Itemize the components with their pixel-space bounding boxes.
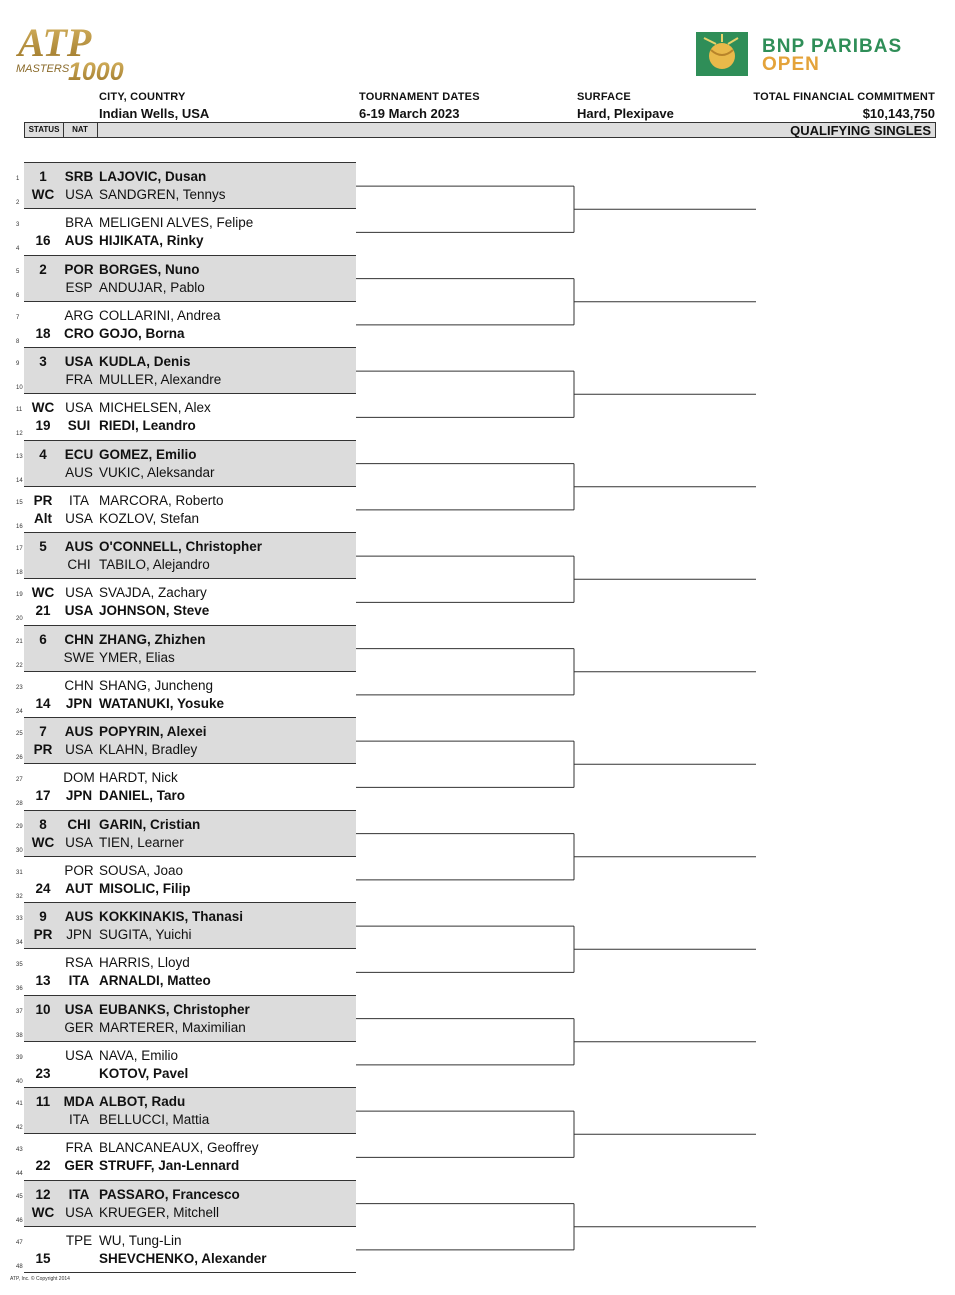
draw-line-number: 28 (16, 801, 23, 808)
player-name: SUGITA, Yuichi (99, 927, 192, 942)
player-nationality: JPN (65, 695, 93, 711)
player-nationality: AUS (65, 464, 93, 480)
draw-line-number: 37 (16, 1008, 23, 1015)
player-status: Alt (34, 510, 52, 526)
player-name: MELIGENI ALVES, Felipe (99, 215, 254, 231)
player-nationality: TPE (65, 1232, 93, 1248)
player-nationality: AUS (64, 909, 94, 924)
draw-line-number: 16 (16, 523, 23, 530)
player-status: WC (31, 1204, 55, 1220)
player-status: 24 (35, 880, 51, 896)
player-name: KLAHN, Bradley (99, 742, 198, 757)
draw-line-number: 20 (16, 616, 23, 623)
player-nationality: SWE (63, 649, 95, 665)
player-status: 6 (39, 631, 47, 647)
draw-line-number: 23 (16, 684, 23, 691)
draw-line-number: 12 (16, 431, 23, 438)
player-status: 12 (35, 1186, 51, 1202)
draw-line-number: 48 (16, 1263, 23, 1270)
nat-column-header: NAT (63, 123, 98, 137)
surface-label: SURFACE (577, 91, 631, 103)
draw-line-number: 26 (16, 755, 23, 761)
player-status: 5 (39, 539, 47, 554)
player-status: 8 (39, 816, 47, 832)
draw-line-number: 25 (16, 731, 23, 737)
city-value: Indian Wells, USA (99, 106, 210, 121)
player-nationality: RSA (65, 955, 93, 971)
player-nationality: JPN (65, 788, 93, 804)
draw-line-number: 29 (16, 823, 23, 830)
atp-logo-num: 1000 (68, 58, 124, 84)
player-status: 21 (35, 603, 51, 619)
player-status: WC (31, 187, 55, 202)
draw-line-number: 15 (16, 499, 23, 506)
player-nationality: USA (64, 603, 94, 619)
player-name: SANDGREN, Tennys (99, 187, 226, 202)
draw-line-number: 30 (16, 847, 23, 854)
atp-logo-main: ATP (18, 22, 92, 65)
draw-line-number: 8 (16, 338, 20, 345)
player-name: HARRIS, Lloyd (99, 955, 190, 971)
player-name: ARNALDI, Matteo (99, 973, 211, 989)
player-name: POPYRIN, Alexei (99, 724, 207, 739)
draw-line-number: 32 (16, 893, 23, 900)
player-nationality: GER (64, 1158, 94, 1174)
draw-line-number: 11 (16, 407, 23, 414)
draw-line-number: 3 (16, 222, 20, 229)
draw-line-number: 34 (16, 940, 23, 946)
draw-line-number: 35 (16, 962, 23, 969)
draw-line-number: 24 (16, 708, 23, 715)
player-nationality: ITA (69, 1112, 89, 1127)
player-nationality: FRA (65, 372, 93, 387)
player-status: 2 (39, 261, 47, 277)
player-name: MULLER, Alexandre (99, 372, 222, 387)
player-status: 1 (39, 169, 47, 184)
player-status: 23 (35, 1065, 51, 1081)
player-name: TIEN, Learner (99, 834, 184, 850)
draw-line-number: 40 (16, 1078, 23, 1085)
player-status: PR (33, 927, 53, 942)
player-nationality: SRB (64, 169, 94, 184)
player-status: WC (31, 400, 55, 416)
player-nationality: USA (65, 1047, 93, 1063)
player-name: HARDT, Nick (99, 770, 178, 786)
draw-line-number: 42 (16, 1125, 23, 1131)
player-nationality: ARG (64, 307, 94, 323)
player-nationality: USA (65, 400, 93, 416)
copyright-notice: ATP, Inc. © Copyright 2014 (10, 1276, 70, 1282)
player-nationality: AUS (64, 724, 94, 739)
player-nationality: CHI (67, 816, 91, 832)
player-status: PR (33, 742, 53, 757)
draw-line-number: 21 (16, 638, 23, 645)
player-nationality: ESP (65, 279, 93, 295)
player-name: DANIEL, Taro (99, 788, 186, 804)
draw-line-number: 39 (16, 1054, 23, 1061)
player-status: PR (33, 492, 53, 508)
player-name: ZHANG, Zhizhen (99, 631, 206, 647)
player-nationality: POR (64, 261, 94, 277)
draw-line-number: 2 (16, 200, 20, 206)
draw-line-number: 17 (16, 546, 23, 552)
player-name: TABILO, Alejandro (99, 557, 210, 572)
player-nationality: USA (64, 354, 94, 369)
draw-line-number: 4 (16, 246, 20, 253)
draw-line-number: 10 (16, 385, 23, 391)
player-name: BELLUCCI, Mattia (99, 1112, 210, 1127)
player-name: NAVA, Emilio (99, 1047, 179, 1063)
player-name: GOJO, Borna (99, 325, 185, 341)
draw-line-number: 43 (16, 1147, 23, 1154)
dates-label: TOURNAMENT DATES (359, 91, 480, 103)
player-status: 11 (35, 1094, 51, 1109)
status-column-header: STATUS (25, 123, 64, 137)
draw-line-number: 14 (16, 477, 23, 484)
player-nationality: CHN (64, 677, 94, 693)
player-name: RIEDI, Leandro (99, 418, 196, 434)
draw-line-number: 6 (16, 292, 20, 299)
draw-line-number: 45 (16, 1193, 23, 1200)
player-nationality: USA (65, 585, 93, 601)
player-name: KOKKINAKIS, Thanasi (99, 909, 244, 924)
player-name: EUBANKS, Christopher (99, 1001, 250, 1017)
player-nationality: USA (65, 834, 93, 850)
city-label: CITY, COUNTRY (99, 91, 186, 103)
player-nationality: ITA (68, 1186, 90, 1202)
player-status: 17 (35, 788, 51, 804)
player-status: 16 (35, 233, 51, 249)
player-status: 13 (35, 973, 51, 989)
player-name: SHEVCHENKO, Alexander (99, 1250, 267, 1266)
player-name: ANDUJAR, Pablo (99, 279, 205, 295)
player-name: SHANG, Juncheng (99, 677, 214, 693)
player-name: GOMEZ, Emilio (99, 446, 197, 462)
player-name: MARTERER, Maximilian (99, 1019, 246, 1035)
player-nationality: BRA (65, 215, 93, 231)
player-status: 10 (35, 1001, 51, 1017)
player-nationality: USA (65, 742, 93, 757)
player-nationality: DOM (63, 770, 95, 786)
dates-value: 6-19 March 2023 (359, 106, 460, 121)
bnp-logo-line1: BNP PARIBAS (762, 36, 903, 57)
player-name: STRUFF, Jan-Lennard (99, 1158, 240, 1174)
player-name: YMER, Elias (99, 649, 175, 665)
draw-line-number: 47 (16, 1239, 23, 1246)
draw-line-number: 33 (16, 916, 23, 922)
draw-line-number: 7 (16, 314, 20, 321)
player-nationality: AUS (64, 233, 94, 249)
player-status: 18 (35, 325, 51, 341)
player-status: 19 (35, 418, 51, 434)
player-nationality: CHI (67, 557, 91, 572)
player-status: 9 (39, 909, 47, 924)
player-name: COLLARINI, Andrea (99, 307, 221, 323)
player-name: BLANCANEAUX, Geoffrey (99, 1140, 259, 1156)
player-status: 15 (35, 1250, 51, 1266)
draw-line-number: 5 (16, 268, 20, 275)
player-name: ALBOT, Radu (99, 1094, 186, 1109)
player-name: VUKIC, Aleksandar (99, 464, 215, 480)
player-nationality: ITA (69, 492, 89, 508)
player-nationality: USA (64, 1001, 94, 1017)
player-name: LAJOVIC, Dusan (99, 169, 207, 184)
draw-line-number: 44 (16, 1171, 23, 1178)
player-name: SOUSA, Joao (99, 862, 184, 878)
draw-line-number: 18 (16, 570, 23, 576)
event-title: QUALIFYING SINGLES (790, 123, 931, 138)
draw-line-number: 27 (16, 777, 23, 784)
player-nationality: FRA (65, 1140, 93, 1156)
player-status: 22 (35, 1158, 51, 1174)
player-status: 14 (35, 695, 51, 711)
draw-line-number: 36 (16, 986, 23, 993)
player-status: WC (31, 585, 55, 601)
draw-line-number: 31 (16, 869, 23, 876)
bnp-logo-line2: OPEN (762, 54, 820, 75)
player-name: KOTOV, Pavel (99, 1065, 189, 1081)
player-status: WC (31, 834, 55, 850)
player-name: MARCORA, Roberto (99, 492, 224, 508)
draw-line-number: 1 (16, 176, 20, 182)
player-nationality: SUI (67, 418, 91, 434)
draw-line-number: 38 (16, 1032, 23, 1039)
commitment-label: TOTAL FINANCIAL COMMITMENT (753, 91, 935, 103)
atp-logo-sub: MASTERS (16, 63, 70, 75)
player-name: KUDLA, Denis (99, 354, 191, 369)
player-nationality: GER (64, 1019, 94, 1035)
player-nationality: CRO (64, 325, 94, 341)
player-name: GARIN, Cristian (99, 816, 201, 832)
player-name: WU, Tung-Lin (99, 1232, 182, 1248)
player-status: 4 (39, 446, 47, 462)
player-nationality: USA (65, 1204, 93, 1220)
player-name: KRUEGER, Mitchell (99, 1204, 220, 1220)
draw-line-number: 46 (16, 1217, 23, 1224)
player-name: BORGES, Nuno (99, 261, 200, 277)
draw-line-number: 22 (16, 662, 23, 669)
player-nationality: CHN (64, 631, 94, 647)
player-nationality: USA (65, 187, 93, 202)
player-name: HIJIKATA, Rinky (99, 233, 204, 249)
player-name: WATANUKI, Yosuke (99, 695, 225, 711)
commitment-value: $10,143,750 (862, 106, 935, 121)
player-nationality: JPN (66, 927, 92, 942)
player-name: KOZLOV, Stefan (99, 510, 200, 526)
player-nationality: ITA (68, 973, 90, 989)
player-name: MISOLIC, Filip (99, 880, 191, 896)
draw-line-number: 41 (16, 1101, 23, 1107)
player-name: PASSARO, Francesco (99, 1186, 240, 1202)
player-name: O'CONNELL, Christopher (99, 539, 262, 554)
player-status: 7 (39, 724, 47, 739)
player-name: SVAJDA, Zachary (99, 585, 207, 601)
player-status: 3 (39, 354, 47, 369)
player-name: JOHNSON, Steve (99, 603, 210, 619)
surface-value: Hard, Plexipave (577, 106, 674, 121)
player-nationality: USA (65, 510, 93, 526)
player-nationality: AUS (64, 539, 94, 554)
draw-line-number: 9 (16, 361, 20, 367)
player-name: MICHELSEN, Alex (99, 400, 211, 416)
player-nationality: MDA (63, 1094, 95, 1109)
draw-line-number: 19 (16, 592, 23, 599)
draw-line-number: 13 (16, 453, 23, 460)
player-nationality: ECU (64, 446, 94, 462)
player-nationality: AUT (65, 880, 93, 896)
player-nationality: POR (64, 862, 94, 878)
